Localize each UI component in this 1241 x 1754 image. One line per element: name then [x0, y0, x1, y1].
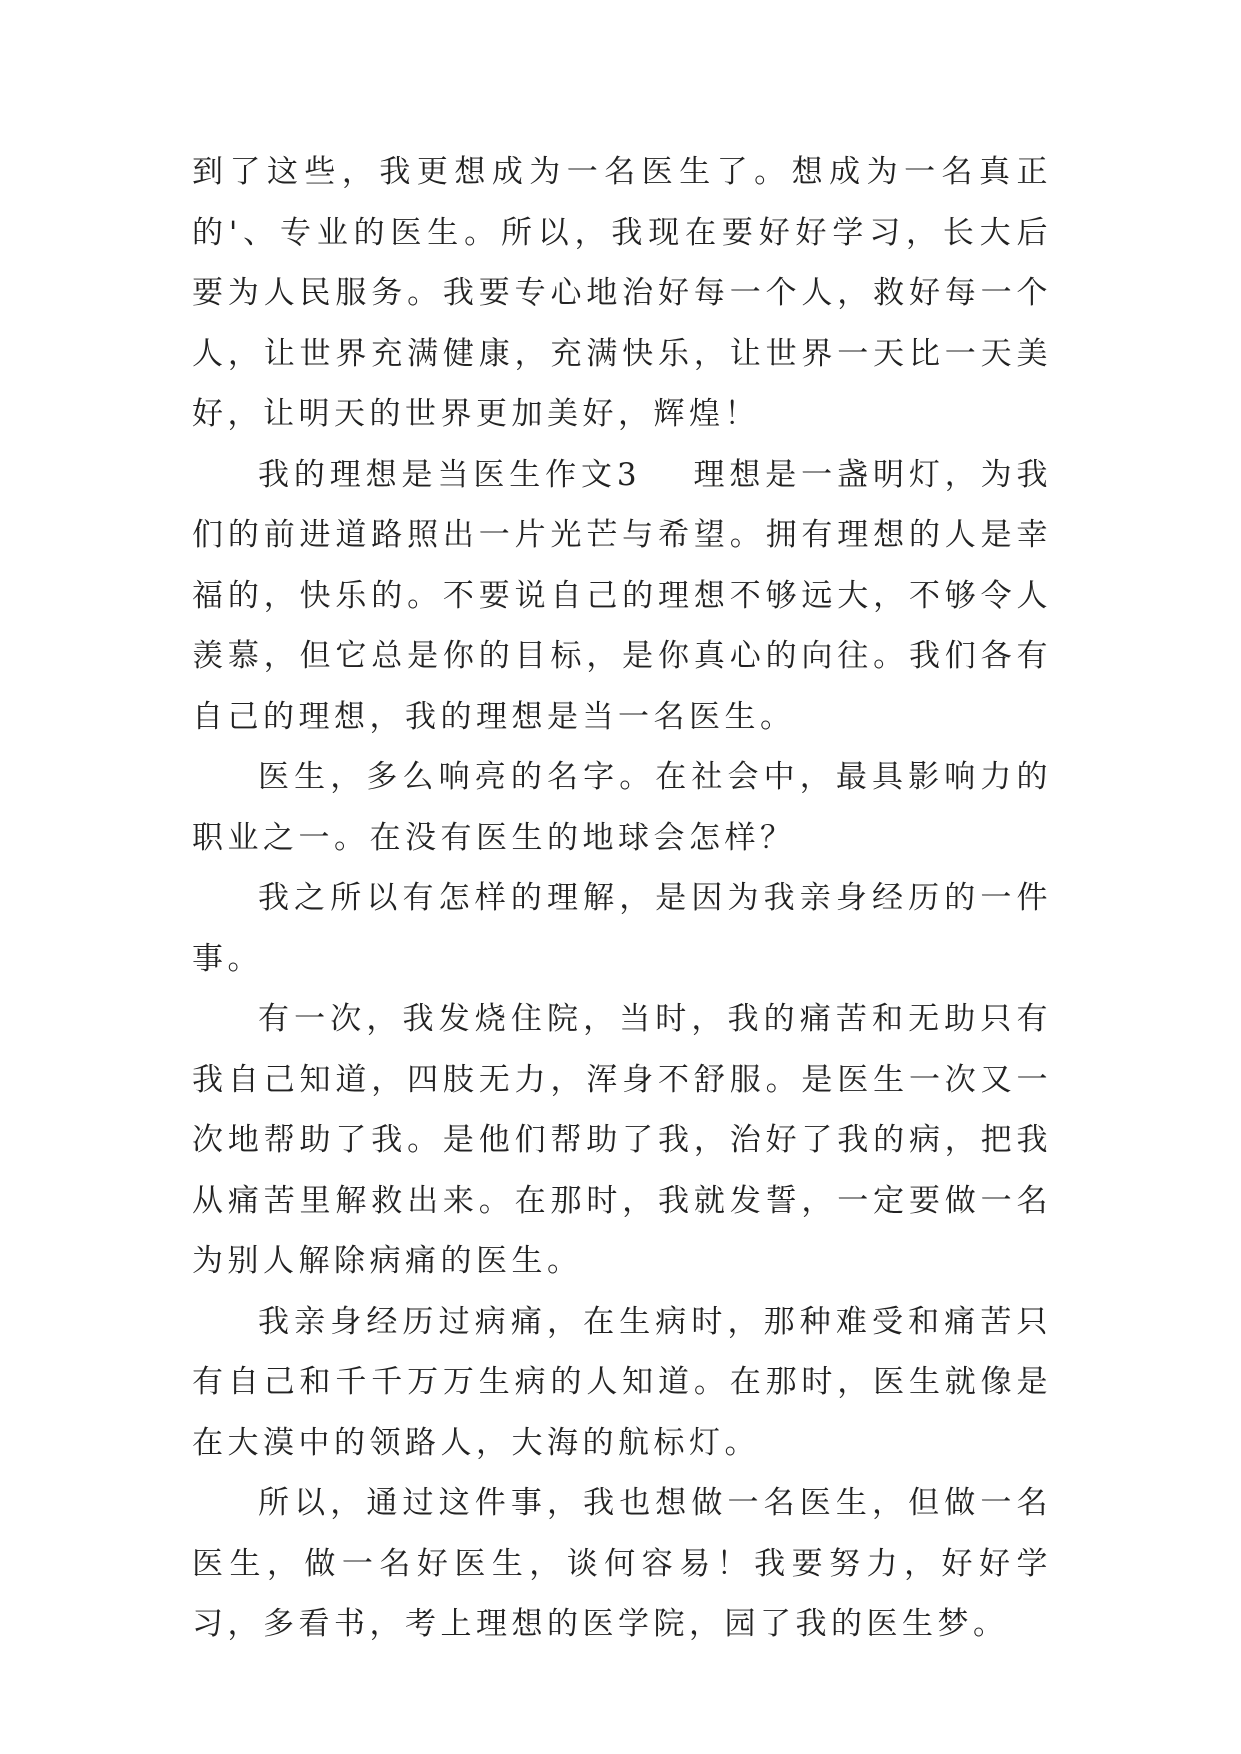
paragraph	[192, 1292, 1052, 1474]
paragraph-text: 理想是一盏明灯，为我们的前进道路照出一片光芒与希望。拥有理想的人是幸福的，快乐的。不要说自己的理想不够远大，不够令人羡慕，但它总是你的目标，是你真心的向往。我们各有自己的理想，我的理想是当一名医生。	[192, 456, 1052, 735]
document-body	[192, 142, 1052, 1655]
paragraph	[192, 989, 1052, 1292]
paragraph-text: 我亲身经历过病痛，在生病时，那种难受和痛苦只有自己和千千万万生病的人知道。在那时，医生就像是在大漠中的领路人，大海的航标灯。	[192, 1303, 1052, 1461]
paragraph	[192, 1473, 1052, 1655]
paragraph-text: 医生，多么响亮的名字。在社会中，最具影响力的职业之一。在没有医生的地球会怎样？	[192, 759, 1052, 856]
paragraph	[192, 747, 1052, 868]
paragraph-text: 我之所以有怎样的理解，是因为我亲身经历的一件事。	[192, 880, 1052, 977]
paragraph-text: 到了这些，我更想成为一名医生了。想成为一名真正的'、专业的医生。所以，我现在要好好学习，长大后要为人民服务。我要专心地治好每一个人，救好每一个人，让世界充满健康，充满快乐，让世界一天比一天美好，让明天的世界更加美好，辉煌！	[192, 154, 1052, 432]
essay-title: 我的理想是当医生作文3	[258, 456, 642, 493]
paragraph	[192, 142, 1052, 445]
paragraph	[192, 868, 1052, 989]
paragraph-text: 有一次，我发烧住院，当时，我的痛苦和无助只有我自己知道，四肢无力，浑身不舒服。是医生一次又一次地帮助了我。是他们帮助了我，治好了我的病，把我从痛苦里解救出来。在那时，我就发誓，一定要做一名为别人解除病痛的医生。	[192, 1001, 1052, 1279]
paragraph-text: 所以，通过这件事，我也想做一名医生，但做一名医生，做一名好医生，谈何容易！我要努力，好好学习，多看书，考上理想的医学院，园了我的医生梦。	[192, 1485, 1052, 1642]
paragraph	[192, 445, 1052, 748]
